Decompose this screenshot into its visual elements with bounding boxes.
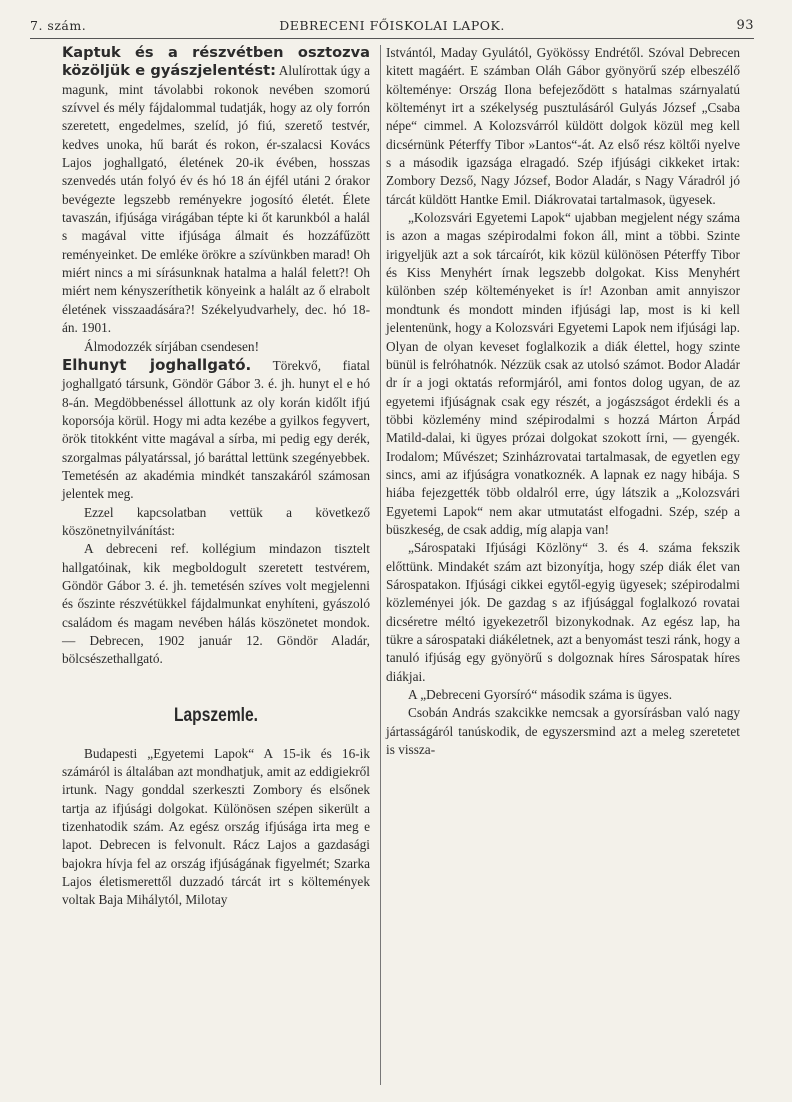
thanks-text: A debreceni ref. kollégium mindazon tisztelt hallgatóinak, kik megboldogult szeretett testvérem, Göndör Gábor 3. é. jh. temetésén szíves volt megjelenni és őszinte részvétükkel fájdalmunkat enyhíteni, gyászoló családom és magam nevében hálás köszönetet mondok. — Debrecen, 1902 január 12. Göndör Aladár, bölcsészethallgató. xyxy=(62,541,370,667)
section-title: Lapszemle. xyxy=(174,704,258,726)
thanks-intro: Ezzel kapcsolatban vettük a következő köszönetnyilvánítást: xyxy=(62,504,370,538)
journal-title: DEBRECENI FŐISKOLAI LAPOK. xyxy=(279,18,505,33)
obituary-close: Álmodozzék sírjában csendesen! xyxy=(84,338,260,354)
review-paragraph: Budapesti „Egyetemi Lapok“ A 15-ik és 16-ik számáról is általában azt mondhatjuk, amit az eddigiekről irtunk. Nagy gonddal szerkeszti Zombory és elsőnek tartja az ifjúsági dolgokat. Különösen szépen sikerült a tizenhatodik szám. Az egész ország ifjúsága irta meg e lapot. Debrecen is felvonult. Rácz Lajos a gazdasági bajokra hívja fel az ország ifjúságának figyelmét; Szarka Lajos életismerettől duzzadó tárcát irt s költemények voltak Baja Mihálytól, Milotay xyxy=(62,745,370,908)
left-column xyxy=(62,44,370,910)
death-lead: Elhunyt joghallgató. xyxy=(62,355,252,374)
issue-number: 7. szám. xyxy=(30,18,87,33)
column-divider xyxy=(380,45,381,1085)
gyorsiro-review: A „Debreceni Gyorsíró“ második száma is ügyes. xyxy=(408,687,673,703)
kolozsvar-review: „Kolozsvári Egyetemi Lapok“ ujabban megjelent négy száma is azon a magas szépirodalmi fokon áll, mint a többi. Szinte irigyeljük azt a sok tárcaírót, kik közül különösen Péterffy Tibor és Kiss Menyhért írnak legszebb dolgokat. Kiss Menyhért különben szép költeményeket is ír! Azonban amit annyiszor mondtunk és mondott minden ifjúsági lap, most is ki kell jelentenünk, hogy a Kolozsvári Egyetemi Lapok nem ifjúsági lap. Olyan de olyan keveset foglalkozik a diák élettel, hogy szinte bünül is felróhatnók. Nézzük csak az utolsó számot. Bodor Aladár dr ír a jogi oktatás reformjáról, ami fontos dolog ugyan, de az egyetemi ifjúságnak csak egy részét, a jogászságot érdekli és a többi közlemény mind szépirodalmi s hozzá Márton Árpád Matild-dalai, ki ügyes prózai dolgokat szokott írni, — gyengék. Irodalom; Művészet; Szinházrovatai tartalmasak, de egyetlen egy sincs, ami az ifjúságra vonatkoznék. A lapnak ez nagy hibája. S hiába fejezgették több oldalról erre, úgy látszik a „Kolozsvári Egyetemi Lapok“ nem akar utmutatást elfogadni. Szép, szép a büszkeség, de csak addig, míg alapja van! xyxy=(386,210,740,537)
csoban-review: Csobán András szakcikke nemcsak a gyorsírásban való nagy jártasságáról tanúskodik, de egyszersmind azt a meleg szeretetet is vissza- xyxy=(386,705,740,758)
death-text: Törekvő, fiatal joghallgató társunk, Göndör Gábor 3. é. jh. hunyt el e hó 8-án. Megdöbbenéssel állottunk az oly korán kidőlt ifjú koporsója körül. Hogy mi adta kezébe a gyilkos fegyvert, örök titokként vitte magával a sírba, mi pedig egy derék, szorgalmas pályatárssal, jó baráttal lettünk szegényebbek. Temetésén az akadémia mindkét tanszakáról számosan jelentek meg. xyxy=(62,357,370,502)
header-divider xyxy=(30,38,754,39)
death-notice xyxy=(62,356,370,504)
page-number: 93 xyxy=(736,18,754,33)
obituary-notice xyxy=(62,44,370,338)
right-column xyxy=(386,44,740,759)
review-continued: Istvántól, Maday Gyulától, Gyökössy Endrétől. Szóval Debrecen kitett magáért. E számban Oláh Gábor gyönyörű szép elbeszélő költeménye: Ország Ilona befejeződött s hatalmas szárnyalatú költeményt irt a székelység pusztulásáról Gulyás József „Csaba népe“ cimmel. A Kolozsvárról küldött dolgok közül meg kell dicsérnünk Péterffy Tibor »Lantos“-át. Az első rész költői nyelve s a második igazsága elragadó. Szép ifjúsági cikkeket irtak: Zombory Dezső, Nagy József, Bodor Aladár, s Nagy Váradról jó tárcát küldött Hantke Emil. Diákrovatai tartalmasok, ügyesek. xyxy=(386,45,740,207)
obituary-text: Alulírottak úgy a magunk, mint távolabbi rokonok nevében szomorú szívvel és mély fájdalommal tudatják, hogy az oly forrón szeretett, engedelmes, szelíd, jó fiú, szerető testvér, kedves unoka, hű barát és rokon, ér-szalacsi Kovács Lajos joghallgató, életének 20-ik évében, hosszas szenvedés után folyó év és hó 18 án éjfél utáni 2 órakor bevégezte legszebb reményekre jogosító életét. Élete tavaszán, ifjúsága virágában tépte ki őt karunkból a halál s magával vitte ifjúsága álmait és hozzáfűzött reményeinket. De emléke örökre a szívünkben marad! Oh miért nincs a mi sírásunknak hatalma a halál felett?! Oh miért nem kényszeríthetik könyeink a halált az ő elrabolt életének visszaadására?! Székelyudvarhely, dec. hó 18-án. 1901. xyxy=(62,63,370,336)
sarospatak-review: „Sárospataki Ifjúsági Közlöny“ 3. és 4. száma fekszik előttünk. Mindakét szám azt bizonyítja, hogy szép diák élet van Sárospatakon. Ifjúsági cikkei egytől-egyig ügyesek; szépirodalmi közleményei jók. De gazdag s az ifjúsággal foglalkozó rovatai dicséretre méltó igyekezetről bizonykodnak. Az egész lap, ha tükre a sárospataki diákéletnek, azt a benyomást teszi ránk, hogy a tanuló ifjúság egy gyönyörű s dolgoznak híres Sárospatak híres diákjai. xyxy=(386,540,740,684)
obituary-lead: Kaptuk és a részvétben osztozva közöljük e gyászjelentést: xyxy=(62,44,370,80)
page-header xyxy=(30,18,754,38)
